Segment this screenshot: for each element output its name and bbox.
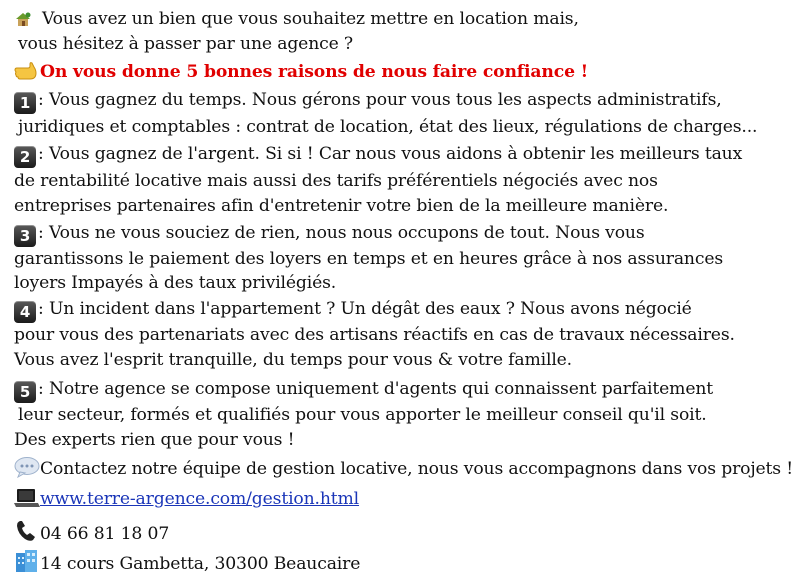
number-1-icon: 1 (14, 92, 36, 114)
intro-text-2: vous hésitez à passer par une agence ? (18, 34, 353, 54)
reason-3-text-2: garantissons le paiement des loyers en temps et en heures grâce à nos assurances (14, 249, 724, 269)
laptop-icon (14, 488, 40, 508)
reason-1-line-1 (14, 89, 722, 114)
number-2-icon: 2 (14, 146, 36, 168)
contact-cta (14, 456, 793, 480)
reason-2-line-2 (14, 170, 658, 192)
intro-line-1 (14, 8, 579, 30)
reason-4-text-3: Vous avez l'esprit tranquille, du temps pour vous & votre famille. (14, 350, 573, 370)
speech-bubble-icon (14, 456, 40, 478)
reason-3-line-2 (14, 248, 723, 270)
number-3-icon: 3 (14, 225, 36, 247)
reason-5-line-3 (14, 429, 294, 451)
intro-text-1: Vous avez un bien que vous souhaitez mettre en location mais, (42, 9, 579, 29)
reason-1-text-2: juridiques et comptables : contrat de location, état des lieux, régulations de charges... (18, 117, 758, 137)
reason-5-text-1: : Notre agence se compose uniquement d'agents qui connaissent parfaitement (38, 379, 714, 399)
website-link[interactable]: www.terre-argence.com/gestion.html (40, 489, 360, 509)
pointing-hand-icon (14, 61, 40, 81)
reason-3-text-3: loyers Impayés à des taux privilégiés. (14, 273, 337, 293)
phone-number: 04 66 81 18 07 (40, 524, 170, 544)
reason-2-text-1: : Vous gagnez de l'argent. Si si ! Car nous vous aidons à obtenir les meilleurs taux (38, 144, 743, 164)
reason-2-line-1 (14, 143, 742, 168)
phone-line (14, 519, 169, 545)
reason-2-text-3: entreprises partenaires afin d'entretenir votre bien de la meilleure manière. (14, 196, 669, 216)
reason-4-line-1 (14, 298, 692, 323)
headline (14, 61, 588, 83)
reason-3-text-1: : Vous ne vous souciez de rien, nous nous occupons de tout. Nous vous (38, 223, 645, 243)
reason-4-line-3 (14, 349, 572, 371)
reason-1-text-1: : Vous gagnez du temps. Nous gérons pour vous tous les aspects administratifs, (38, 90, 722, 110)
office-building-icon (14, 549, 40, 573)
reason-2-line-3 (14, 195, 668, 217)
number-4-icon: 4 (14, 301, 36, 323)
reason-3-line-3 (14, 272, 336, 294)
reason-4-text-1: : Un incident dans l'appartement ? Un dégât des eaux ? Nous avons négocié (38, 299, 692, 319)
intro-line-2 (18, 33, 353, 55)
reason-4-line-2 (14, 324, 735, 346)
reason-5-line-2 (18, 404, 707, 426)
house-plant-icon (14, 10, 32, 28)
number-5-icon: 5 (14, 381, 36, 403)
reason-1-line-2 (18, 116, 757, 138)
reason-4-text-2: pour vous des partenariats avec des artisans réactifs en cas de travaux nécessaires. (14, 325, 735, 345)
headline-text: On vous donne 5 bonnes raisons de nous faire confiance ! (40, 62, 589, 82)
website-line (14, 488, 359, 510)
reason-2-text-2: de rentabilité locative mais aussi des tarifs préférentiels négociés avec nos (14, 171, 658, 191)
reason-3-line-1 (14, 222, 645, 247)
address-text: 14 cours Gambetta, 30300 Beaucaire (40, 554, 361, 574)
reason-5-line-1 (14, 378, 713, 403)
reason-5-text-2: leur secteur, formés et qualifiés pour vous apporter le meilleur conseil qu'il soit. (18, 405, 707, 425)
address-line (14, 549, 360, 575)
telephone-icon (14, 519, 40, 543)
reason-5-text-3: Des experts rien que pour vous ! (14, 430, 295, 450)
contact-cta-text: Contactez notre équipe de gestion locative, nous vous accompagnons dans vos projets ! (40, 459, 794, 479)
